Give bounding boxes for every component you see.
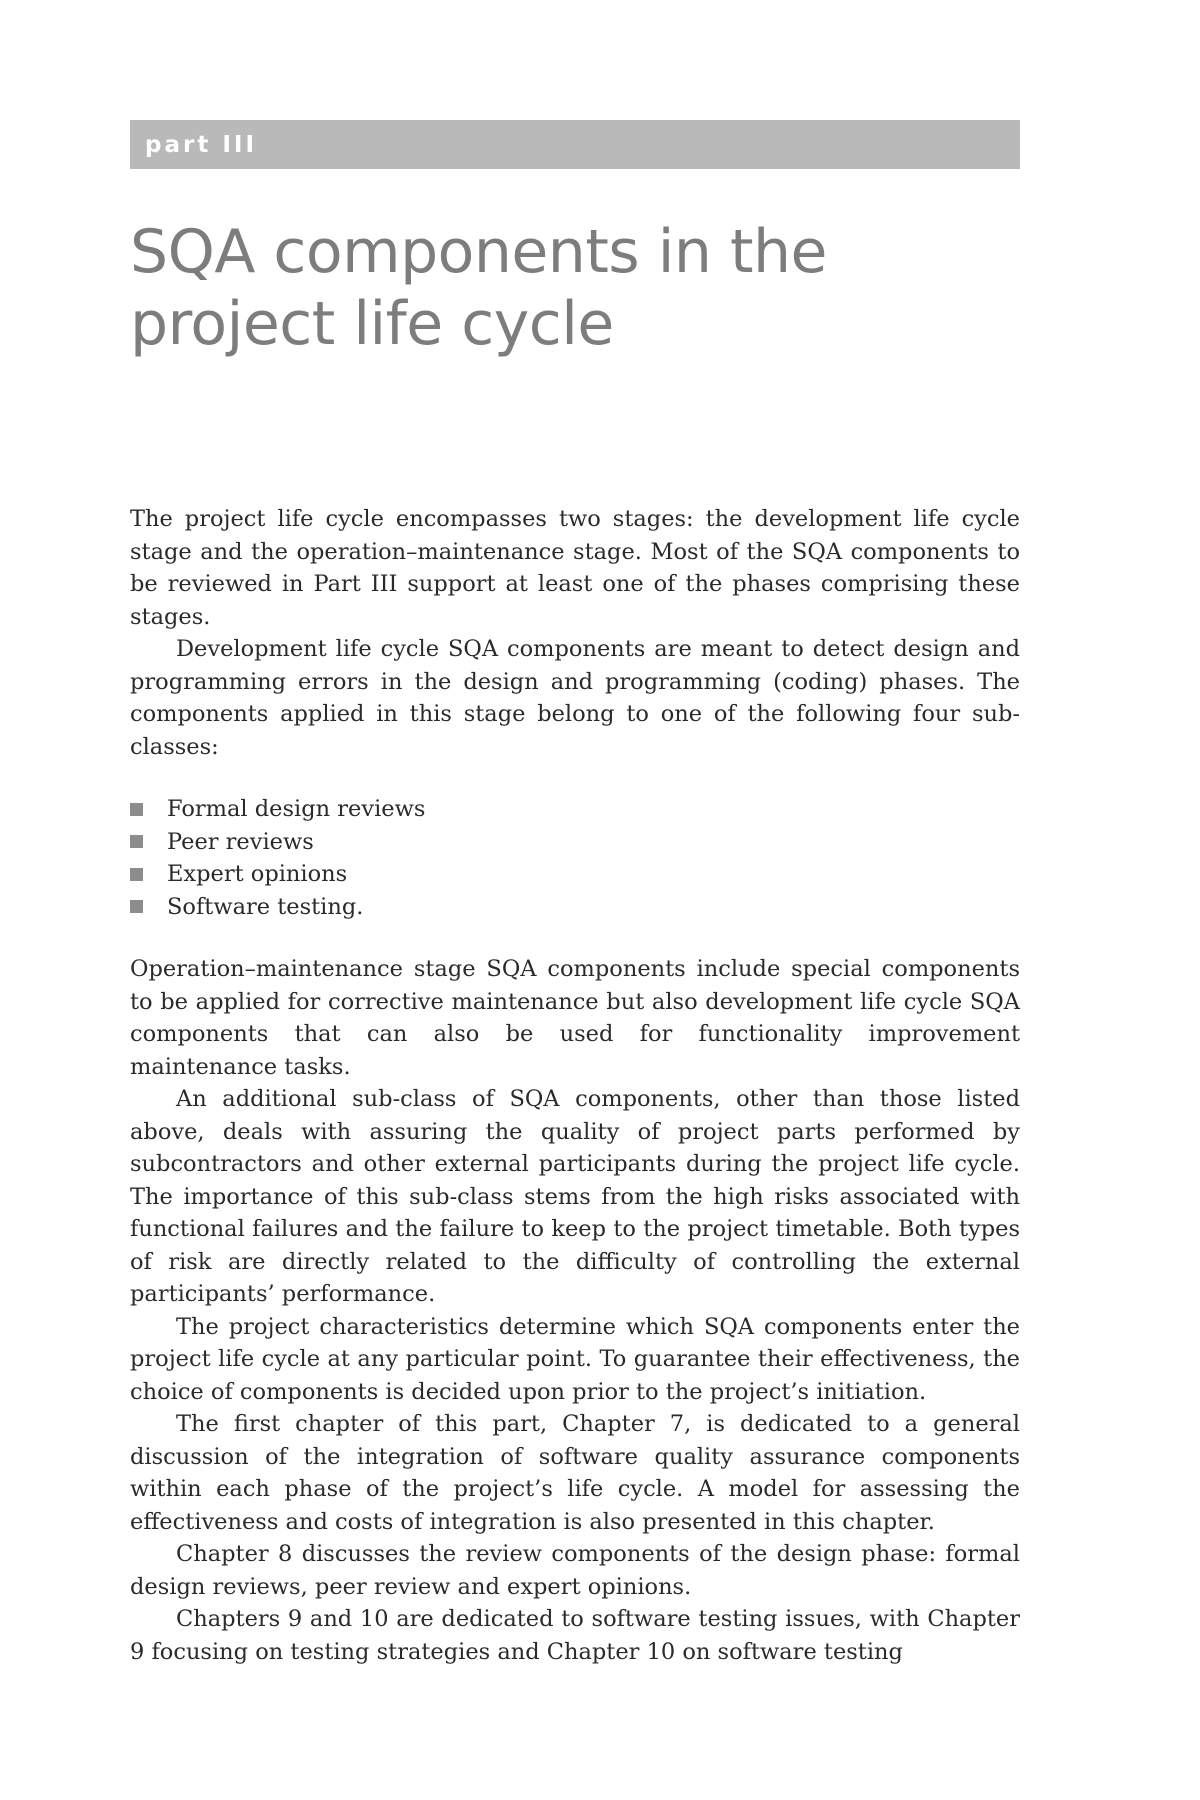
paragraph: Operation–maintenance stage SQA components include special components to be applied for corrective maintenance but also development life cycle SQA components that can also be used for functionality improvement maintenance tasks.	[130, 956, 1020, 1080]
list-item-label: Peer reviews	[167, 828, 314, 855]
square-bullet-icon	[130, 803, 143, 816]
list-item	[130, 826, 1020, 859]
square-bullet-icon	[130, 900, 143, 913]
paragraph: The project characteristics determine which SQA components enter the project life cycle at any particular point. To guarantee their effectiveness, the choice of components is decided upon prior to the project’s initiation.	[130, 1313, 1020, 1405]
paragraph: The project life cycle encompasses two stages: the development life cycle stage and the operation–maintenance stage. Most of the SQA components to be reviewed in Part III support at least one of the phases comprising these stages.	[130, 506, 1020, 630]
paragraph: Development life cycle SQA components are meant to detect design and programming errors in the design and programming (coding) phases. The components applied in this stage belong to one of the following four sub-classes:	[130, 636, 1020, 760]
title-line-2: project life cycle	[130, 289, 614, 359]
list-item-label: Formal design reviews	[167, 796, 426, 822]
sub-class-list	[130, 793, 1020, 923]
title-line-1: SQA components in the	[130, 217, 827, 287]
list-item	[130, 891, 1020, 924]
square-bullet-icon	[130, 868, 143, 881]
part-label: part III	[145, 131, 258, 158]
square-bullet-icon	[130, 835, 143, 848]
body-text	[130, 503, 1020, 1668]
list-item	[130, 858, 1020, 891]
list-item	[130, 793, 1020, 826]
page-title	[130, 216, 1020, 360]
list-item-label: Software testing.	[167, 893, 364, 920]
list-item-label: Expert opinions	[167, 861, 348, 887]
paragraph: An additional sub-class of SQA components, other than those listed above, deals with assuring the quality of project parts performed by subcontractors and other external participants during the project life cycle. The importance of this sub-class stems from the high risks associated with functional failures and the failure to keep to the project timetable. Both types of risk are directly related to the difficulty of controlling the external participants’ performance.	[130, 1086, 1020, 1307]
paragraph: Chapter 8 discusses the review components of the design phase: formal design reviews, peer review and expert opinions.	[130, 1541, 1020, 1600]
part-header-bar	[130, 120, 1020, 169]
paragraph: Chapters 9 and 10 are dedicated to software testing issues, with Chapter 9 focusing on testing strategies and Chapter 10 on software testing	[130, 1606, 1020, 1665]
paragraph: The first chapter of this part, Chapter 7, is dedicated to a general discussion of the integration of software quality assurance components within each phase of the project’s life cycle. A model for assessing the effectiveness and costs of integration is also presented in this chapter.	[130, 1411, 1020, 1535]
